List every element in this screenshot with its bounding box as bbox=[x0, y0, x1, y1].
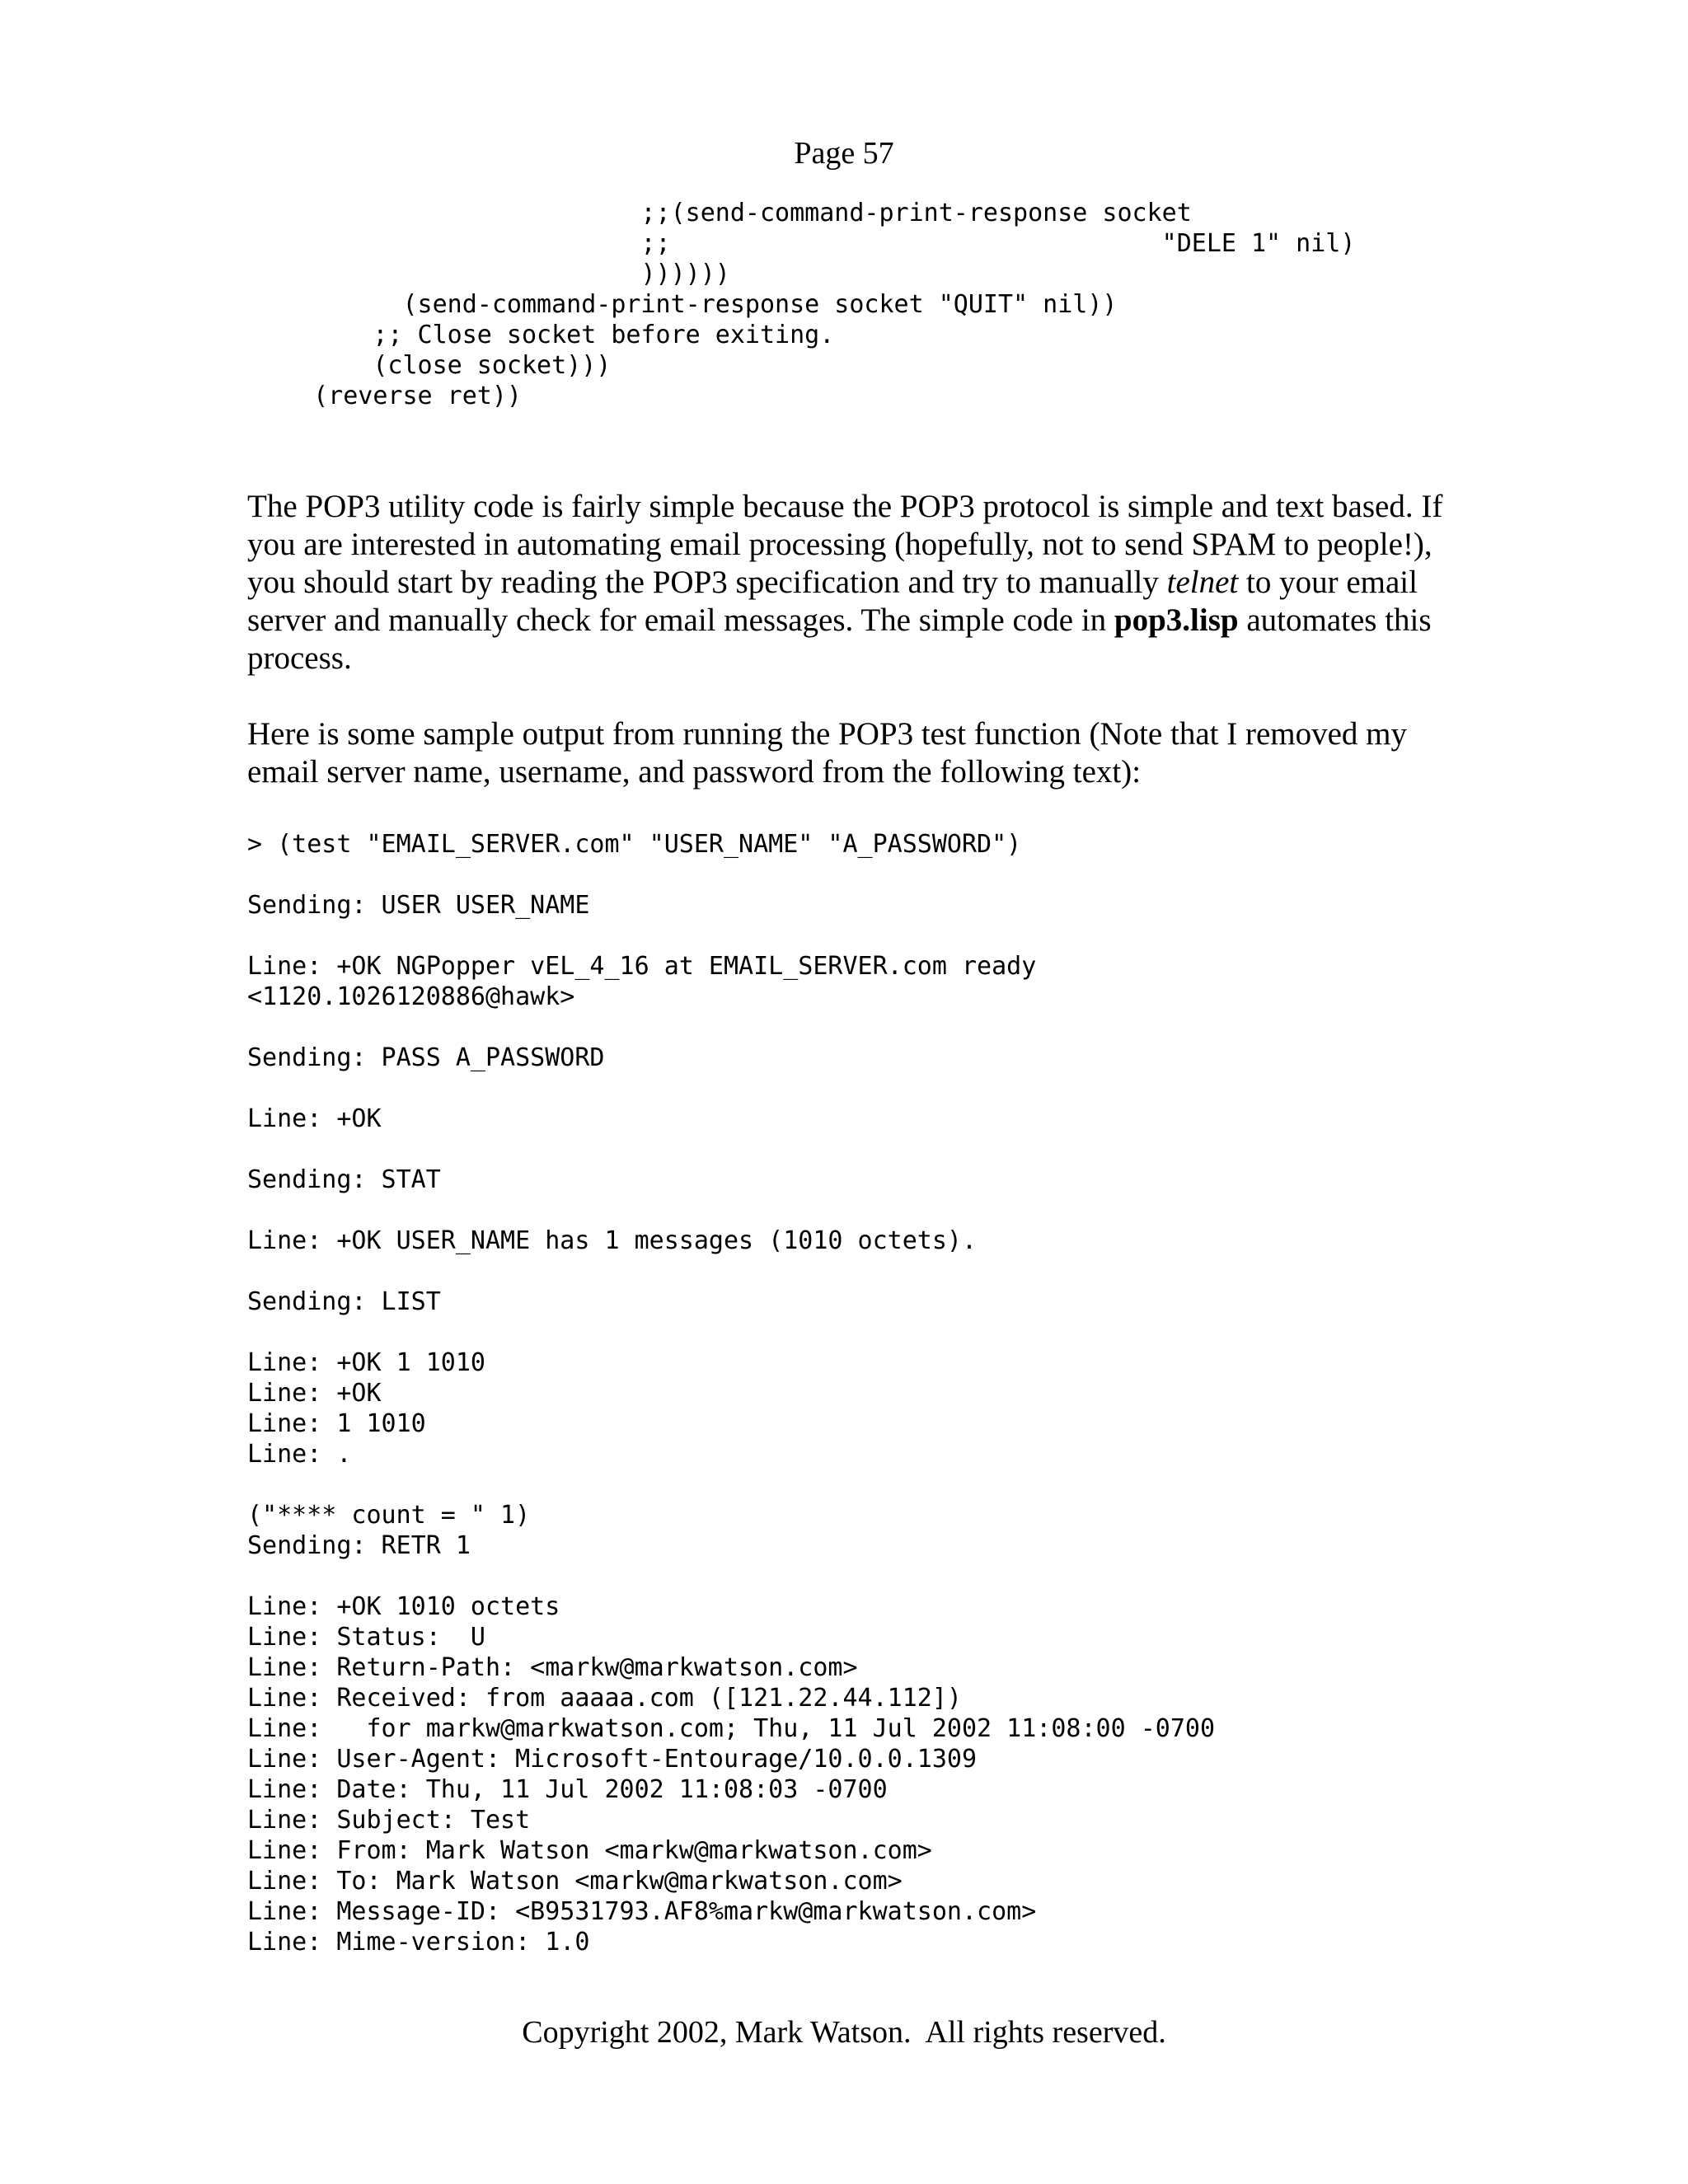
paragraph-text: to your email server and manually check for email messages. The simple code in bbox=[247, 565, 1418, 638]
italic-term-telnet: telnet bbox=[1166, 565, 1239, 600]
paragraph-pop3-description bbox=[247, 488, 1451, 677]
bold-filename-pop3-lisp: pop3.lisp bbox=[1114, 602, 1239, 638]
paragraph-sample-output-intro: Here is some sample output from running the POP3 test function (Note that I removed my email server name, username, and password from the following text): bbox=[247, 716, 1407, 790]
code-listing-sample-output: > (test "EMAIL_SERVER.com" "USER_NAME" "A_PASSWORD") Sending: USER USER_NAME Line: +OK NGPopper vEL_4_16 at EMAIL_SERVER.com ready <1120.1026120886@hawk> Sending: PASS A_PASSWORD Line: +OK Sending: STAT Line: +OK USER_NAME has 1 messages (1010 octets). Sending: LIST Line: +OK 1 1010 Line: +OK Line: 1 1010 Line: . ("**** count = " 1) Sending: RETR 1 Line: +OK 1010 octets Line: Status: U Line: Return-Path: <markw@markwatson.com> Line: Received: from aaaaa.com ([121.22.44.112]) Line: for markw@markwatson.com; Thu, 11 Jul 2002 11:08:00 -0700 Line: User-Agent: Microsoft-Entourage/10.0.0.1309 Line: Date: Thu, 11 Jul 2002 11:08:03 -0700 Line: Subject: Test Line: From: Mark Watson <markw@markwatson.com> Line: To: Mark Watson <markw@markwatson.com> Line: Message-ID: <B9531793.AF8%markw@markwatson.com> Line: Mime-version: 1.0 bbox=[247, 830, 1215, 1957]
copyright-footer: Copyright 2002, Mark Watson. All rights reserved. bbox=[522, 2015, 1166, 2050]
code-listing-top: ;;(send-command-print-response socket ;; "DELE 1" nil) )))))) (send-command-print-response socket "QUIT" nil)) ;; Close socket before exiting. (close socket))) (reverse ret)) bbox=[313, 199, 1356, 410]
paragraph-text: The POP3 utility code is fairly simple because the POP3 protocol is simple and text based. If you are interested in automating email processing (hopefully, not to send SPAM to people!), you should start by reading the POP3 specification and try to manually bbox=[247, 489, 1443, 600]
page-number: Page 57 bbox=[794, 136, 894, 171]
paragraph-text: automates this process. bbox=[247, 602, 1432, 676]
